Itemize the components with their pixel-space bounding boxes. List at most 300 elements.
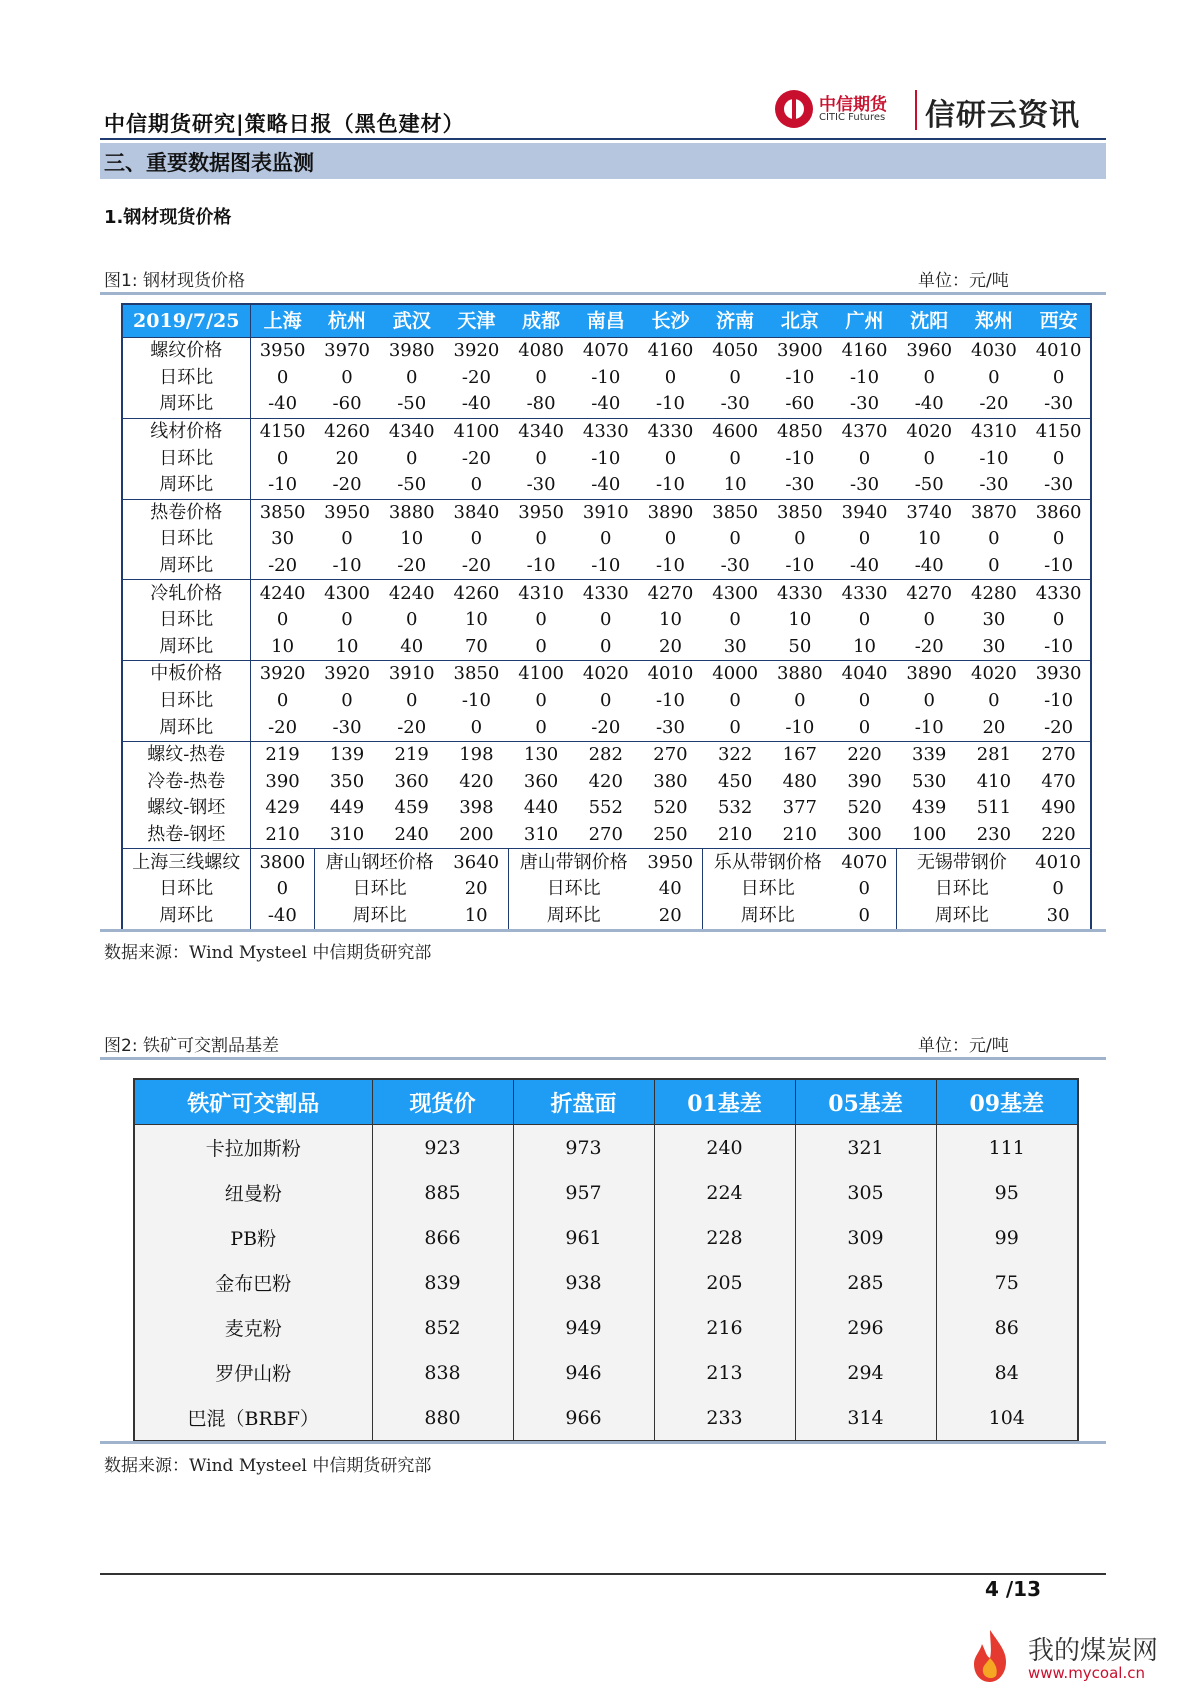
fig2-top-rule [100,1057,1106,1060]
row-label: 日环比 [122,688,250,715]
table-cell: 220 [832,741,897,768]
table-cell: 20 [335,447,359,469]
bottom-value: -40 [250,902,315,930]
table-cell: 380 [653,770,688,792]
table-cell: 339 [897,741,962,768]
city-header: 济南 [703,304,768,338]
table-cell: 224 [654,1170,795,1215]
table-cell: 10 [271,635,295,657]
table-row [122,365,1091,392]
table-cell: 0 [729,528,741,550]
bottom-value: 0 [1052,878,1064,900]
table-cell: 4100 [444,418,509,445]
table-cell: 0 [858,690,871,712]
fig2-caption: 图2: 铁矿可交割品基差 [104,1036,279,1056]
table-cell: 4240 [250,580,315,607]
table-cell: 3930 [1026,661,1091,688]
table-cell: 0 [988,528,1000,550]
bottom-value: 4070 [832,849,897,876]
flame-icon [968,1628,1012,1684]
table-cell: 0 [276,609,289,631]
fig1-caption: 图1: 钢材现货价格 [104,271,245,291]
table-cell: 439 [912,797,947,819]
table-row [134,1350,1078,1395]
table-cell: 4370 [832,418,897,445]
city-header: 北京 [768,304,833,338]
table-cell: -10 [979,447,1009,469]
row-label: 周环比 [122,391,250,418]
bottom-label: 唐山钢坯价格 [315,849,444,876]
table-cell: 200 [459,823,494,845]
table-cell: 459 [394,797,429,819]
table-cell: 86 [936,1305,1078,1350]
table-cell: 213 [654,1350,795,1395]
row-label: 周环比 [122,472,250,499]
table-cell: 0 [535,366,547,388]
mycoal-watermark [968,1628,1193,1688]
table-cell: 270 [638,741,703,768]
table-cell: -10 [591,366,621,388]
table-cell: -10 [655,474,685,496]
table-cell: 167 [768,741,833,768]
bottom-value: 40 [638,876,703,903]
table-cell: -20 [461,555,491,577]
row-label: 线材价格 [122,418,250,445]
fig2-source: 数据来源：Wind Mysteel 中信期货研究部 [104,1456,432,1476]
bottom-label: 日环比 [546,878,601,900]
city-header: 郑州 [962,304,1027,338]
table-cell: -10 [332,555,362,577]
table-cell: 4270 [897,580,962,607]
table-cell: 0 [729,447,741,469]
table-row [122,688,1091,715]
table-cell: 0 [276,690,289,712]
table-cell: -10 [655,393,685,415]
table-cell: 3890 [638,499,703,526]
table-cell: -20 [979,393,1009,415]
city-header: 天津 [444,304,509,338]
table-cell: 75 [936,1260,1078,1305]
table-cell: 228 [654,1215,795,1260]
table-cell: -40 [591,474,621,496]
fig1-unit: 单位：元/吨 [918,271,1009,291]
table-cell: 4310 [509,580,574,607]
logo-cn: 中信期货 [819,95,887,115]
table-cell: 0 [858,528,871,550]
table-cell: -30 [1044,393,1074,415]
table-cell: 852 [372,1305,513,1350]
city-header: 成都 [509,304,574,338]
table-cell: -40 [461,393,491,415]
table-cell: 70 [464,635,488,657]
column-header: 09基差 [936,1079,1078,1125]
table-cell: 3960 [897,338,962,365]
table-cell: 0 [988,690,1000,712]
section-title: 三、重要数据图表监测 [104,151,314,175]
bottom-label: 周环比 [546,904,601,926]
table-cell: 0 [988,366,1000,388]
table-cell: 0 [405,690,418,712]
table-cell: 3940 [832,499,897,526]
table-cell: 360 [523,770,559,792]
table-cell: 216 [654,1305,795,1350]
table-cell: 0 [923,609,935,631]
table-cell: 4340 [379,418,444,445]
table-cell: 10 [853,635,876,657]
city-header: 沈阳 [897,304,962,338]
table-cell: 0 [535,528,547,550]
table-cell: 3950 [509,499,574,526]
table-row [122,607,1091,634]
table-cell: 398 [459,797,494,819]
table-cell: 390 [265,770,300,792]
table-cell: 961 [513,1215,654,1260]
bottom-value: 10 [444,902,509,930]
fig2-bottom-rule [100,1441,1106,1444]
bottom-label: 上海三线螺纹 [122,849,250,876]
page-number: 4 /13 [985,1577,1042,1601]
table-cell: 4020 [962,661,1027,688]
table-cell: 4330 [832,580,897,607]
table-cell: -30 [655,716,685,738]
table-cell: 520 [847,797,882,819]
bottom-label: 周环比 [934,904,989,926]
table-cell: 966 [513,1395,654,1441]
table-cell: 198 [444,741,509,768]
table-cell: 10 [335,635,359,657]
row-label: 热卷-钢坯 [122,822,250,849]
table-cell: 10 [400,528,424,550]
table-cell: 0 [664,528,677,550]
table-cell: -20 [397,555,427,577]
table-cell: 4330 [1026,580,1091,607]
table-cell: -10 [591,447,621,469]
table-cell: 3860 [1026,499,1091,526]
table-cell: 838 [372,1350,513,1395]
header-rule [100,138,1106,140]
bottom-label: 日环比 [934,878,989,900]
table-cell: 270 [588,823,623,845]
table-cell: 390 [847,770,882,792]
column-header: 铁矿可交割品 [134,1079,372,1125]
table-cell: -10 [591,555,621,577]
table-cell: 3840 [444,499,509,526]
table-cell: 3850 [444,661,509,688]
table-cell: 4020 [573,661,638,688]
table-cell: 885 [372,1170,513,1215]
citic-logo-icon [775,90,813,128]
bottom-label: 周环比 [122,902,250,930]
table-cell: 20 [659,635,682,657]
citic-logo [775,88,1105,132]
table-cell: 3850 [768,499,833,526]
table-cell: -10 [785,366,815,388]
table-cell: 0 [341,366,353,388]
table-row [134,1170,1078,1215]
table-cell: 0 [1052,609,1065,631]
table-cell: 552 [588,797,623,819]
table-cell: 4330 [573,580,638,607]
table-cell: -20 [397,716,427,738]
footer-rule [100,1573,1106,1575]
city-header: 上海 [250,304,315,338]
table-cell: 0 [1052,447,1065,469]
table-cell: -50 [397,393,427,415]
bottom-value: 0 [250,876,315,903]
table-row [134,1305,1078,1350]
table-cell: -10 [914,716,944,738]
table-cell: 4010 [1026,338,1091,365]
table-cell: -10 [655,555,685,577]
row-label: 热卷价格 [122,499,250,526]
watermark-url: www.mycoal.cn [1028,1664,1145,1682]
table-cell: 0 [600,690,612,712]
table-cell: 0 [1052,528,1065,550]
table-cell: 10 [788,609,812,631]
logo-divider [915,90,917,130]
bottom-label: 周环比 [352,904,407,926]
row-label: 日环比 [122,607,250,634]
table-row [122,714,1091,741]
table-cell: 4330 [768,580,833,607]
table-cell: 281 [962,741,1027,768]
table-cell: 449 [329,797,365,819]
table-cell: 210 [265,823,300,845]
table-cell: 210 [717,823,753,845]
fig1-top-rule [100,292,1106,295]
table-cell: 429 [265,797,300,819]
table-cell: 300 [847,823,882,845]
table-cell: 3910 [573,499,638,526]
table-cell: 350 [329,770,365,792]
table-cell: 282 [573,741,638,768]
table-cell: -30 [850,474,880,496]
table-row [122,634,1091,661]
iron-ore-basis-table [133,1078,1079,1442]
table-cell: 420 [588,770,623,792]
table-row [122,769,1091,796]
table-cell: 360 [394,770,429,792]
table-cell: 0 [923,366,935,388]
table-cell: 4000 [703,661,768,688]
table-cell: 4160 [638,338,703,365]
table-cell: -30 [332,716,362,738]
table-cell: -30 [979,474,1009,496]
table-cell: -30 [526,474,556,496]
table-cell: 938 [513,1260,654,1305]
table-cell: 450 [717,770,753,792]
city-header: 杭州 [315,304,380,338]
table-cell: 839 [372,1260,513,1305]
city-header: 武汉 [379,304,444,338]
table-cell: 3920 [250,661,315,688]
table-row [134,1215,1078,1260]
table-cell: 4240 [379,580,444,607]
table-cell: -10 [1044,690,1074,712]
table-cell: 294 [795,1350,936,1395]
table-row [122,391,1091,418]
row-label: 螺纹价格 [122,338,250,365]
table-cell: 0 [858,447,871,469]
table-cell: 957 [513,1170,654,1215]
column-header: 折盘面 [513,1079,654,1125]
doc-header-title: 中信期货研究|策略日报（黑色建材） [104,112,465,136]
bottom-value: 30 [1046,904,1070,926]
table-cell: -40 [591,393,621,415]
table-cell: 4160 [832,338,897,365]
table-cell: -40 [914,555,944,577]
table-cell: 0 [276,366,289,388]
table-cell: 4600 [703,418,768,445]
table-cell: 0 [729,609,741,631]
table-row [122,553,1091,580]
table-row [122,580,1091,607]
table-cell: 309 [795,1215,936,1260]
row-label: 日环比 [122,526,250,553]
table-cell: 0 [341,609,353,631]
table-header-row [122,304,1091,338]
bottom-value: 0 [832,876,897,903]
table-cell: 4100 [509,661,574,688]
row-label: 螺纹-热卷 [122,741,250,768]
table-cell: 50 [788,635,812,657]
table-cell: 4260 [444,580,509,607]
table-cell: 0 [535,635,547,657]
table-cell: 104 [936,1395,1078,1441]
table-cell: 490 [1041,797,1076,819]
city-header: 西安 [1026,304,1091,338]
column-header: 现货价 [372,1079,513,1125]
table-cell: 10 [723,474,747,496]
table-cell: 296 [795,1305,936,1350]
table-row [122,499,1091,526]
table-cell: -30 [720,393,750,415]
table-cell: 410 [976,770,1012,792]
table-cell: -60 [332,393,362,415]
table-cell: 511 [976,797,1012,819]
table-cell: 40 [400,635,424,657]
table-cell: 3900 [768,338,833,365]
table-row [122,418,1091,445]
table-row [122,741,1091,768]
ore-name: 金布巴粉 [134,1260,372,1305]
table-row [122,472,1091,499]
table-cell: -40 [268,393,298,415]
table-cell: 0 [535,716,547,738]
table-row [122,445,1091,472]
table-cell: 4050 [703,338,768,365]
bottom-label: 日环比 [352,878,407,900]
table-cell: 0 [405,609,418,631]
table-cell: 3850 [250,499,315,526]
table-row [122,902,1091,930]
table-cell: -20 [332,474,362,496]
table-cell: 84 [936,1350,1078,1395]
table-cell: 0 [858,609,871,631]
bottom-label: 乐从带钢价格 [703,849,832,876]
table-cell: -20 [268,716,298,738]
table-cell: 0 [405,366,418,388]
table-row [122,526,1091,553]
table-cell: -30 [785,474,815,496]
table-cell: 205 [654,1260,795,1305]
ore-name: 巴混（BRBF） [134,1395,372,1441]
row-label: 螺纹-钢坯 [122,795,250,822]
table-cell: 440 [523,797,559,819]
table-cell: -20 [461,366,491,388]
table-cell: 4010 [638,661,703,688]
ore-name: 纽曼粉 [134,1170,372,1215]
bottom-value: 3950 [638,849,703,876]
table-cell: 946 [513,1350,654,1395]
table-cell: 285 [795,1260,936,1305]
table-cell: 4310 [962,418,1027,445]
fig2-unit: 单位：元/吨 [918,1036,1009,1056]
table-cell: 973 [513,1125,654,1171]
table-cell: 30 [723,635,747,657]
section-bar [100,143,1106,179]
table-cell: 322 [703,741,768,768]
table-cell: 30 [271,528,295,550]
table-row [122,661,1091,688]
bottom-label: 日环比 [122,876,250,903]
table-cell: 240 [394,823,429,845]
table-cell: -50 [914,474,944,496]
table-cell: 219 [379,741,444,768]
table-cell: 0 [923,690,935,712]
column-header: 01基差 [654,1079,795,1125]
row-label: 日环比 [122,445,250,472]
brand-name: 信研云资讯 [925,98,1080,133]
table-cell: -30 [720,555,750,577]
table-cell: 4280 [962,580,1027,607]
table-cell: 0 [988,555,1000,577]
table-cell: 99 [936,1215,1078,1260]
table-cell: 4080 [509,338,574,365]
table-cell: 0 [470,474,483,496]
table-cell: 4850 [768,418,833,445]
table-cell: 310 [329,823,365,845]
table-row [134,1395,1078,1441]
table-cell: 233 [654,1395,795,1441]
table-cell: 30 [982,609,1006,631]
table-cell: 4020 [897,418,962,445]
table-row [122,795,1091,822]
table-cell: -10 [1044,555,1074,577]
fig1-bottom-rule [100,929,1106,932]
bottom-value: 20 [638,902,703,930]
table-row [122,338,1091,365]
table-cell: -10 [655,690,685,712]
column-header: 05基差 [795,1079,936,1125]
table-cell: 3950 [315,499,380,526]
row-label: 周环比 [122,714,250,741]
table-cell: 0 [535,609,547,631]
ore-name: 麦克粉 [134,1305,372,1350]
bottom-label: 周环比 [740,904,795,926]
table-row [134,1260,1078,1305]
bottom-value: 3640 [444,849,509,876]
table-cell: 210 [782,823,818,845]
table-cell: 3880 [768,661,833,688]
table-cell: 0 [600,609,612,631]
table-cell: 4030 [962,338,1027,365]
table-cell: 4330 [638,418,703,445]
table-row [122,849,1091,876]
bottom-label: 唐山带钢价格 [509,849,638,876]
table-cell: 520 [653,797,688,819]
table-cell: -10 [268,474,298,496]
